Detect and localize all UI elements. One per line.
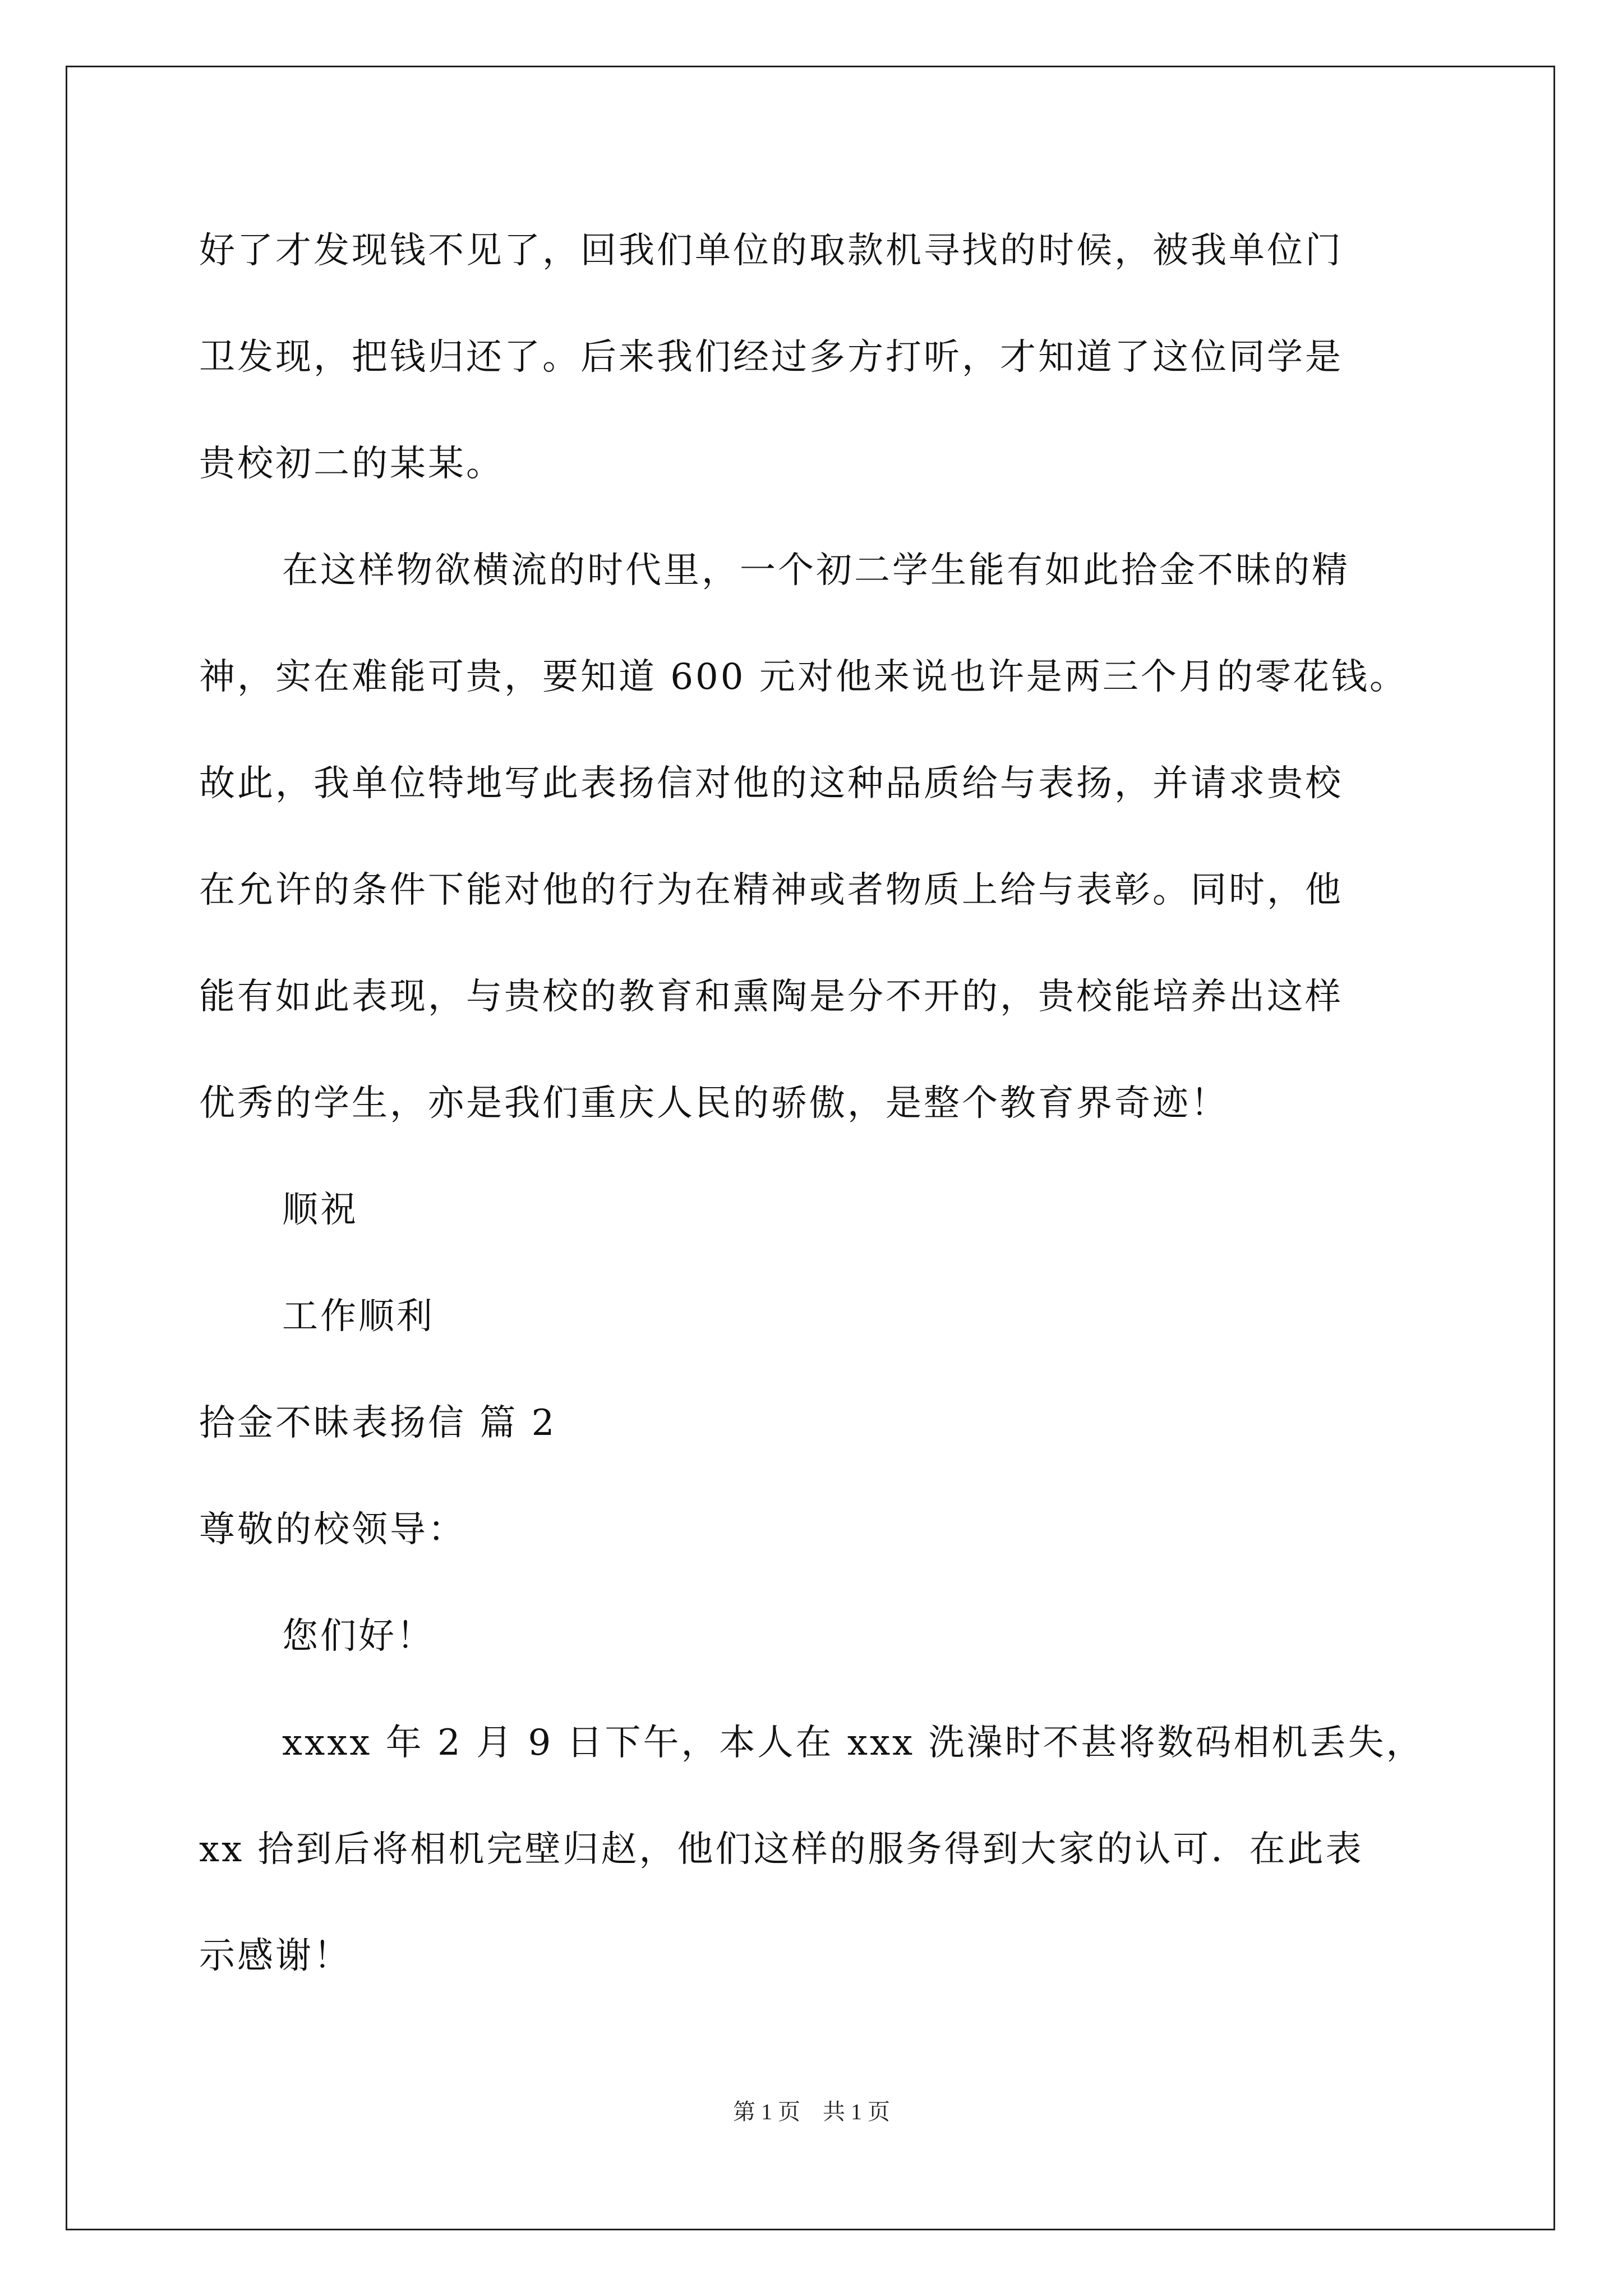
letter-greeting: 尊敬的校领导：	[199, 1509, 466, 1550]
paragraph-line: 贵校初二的某某。	[199, 443, 504, 485]
paragraph-line: 卫发现，把钱归还了。后来我们经过多方打听，才知道了这位同学是	[199, 337, 1343, 378]
paragraph-line: 能有如此表现，与贵校的教育和熏陶是分不开的，贵校能培养出这样	[199, 976, 1343, 1018]
closing-salutation: 顺祝	[282, 1189, 358, 1231]
closing-wish: 工作顺利	[282, 1296, 435, 1337]
paragraph-line: 好了才发现钱不见了，回我们单位的取款机寻找的时候，被我单位门	[199, 230, 1343, 272]
paragraph-line: 优秀的学生，亦是我们重庆人民的骄傲，是整个教育界奇迹！	[199, 1083, 1229, 1124]
paragraph-line: 故此，我单位特地写此表扬信对他的这种品质给与表扬，并请求贵校	[199, 763, 1343, 804]
paragraph-line: 神，实在难能可贵，要知道 600 元对他来说也许是两三个月的零花钱。	[199, 656, 1408, 698]
paragraph-line: 示感谢！	[199, 1935, 352, 1977]
page-border	[66, 66, 1555, 2230]
paragraph-line: 在这样物欲横流的时代里，一个初二学生能有如此拾金不昧的精	[282, 550, 1350, 591]
section-heading: 拾金不昧表扬信 篇 2	[199, 1402, 557, 1444]
paragraph-line: xxxx 年 2 月 9 日下午，本人在 xxx 洗澡时不甚将数码相机丢失，	[282, 1722, 1424, 1764]
paragraph-line: 在允许的条件下能对他的行为在精神或者物质上给与表彰。同时，他	[199, 869, 1343, 911]
page-number-footer: 第 1 页 共 1 页	[733, 2099, 890, 2124]
paragraph-line: xx 拾到后将相机完壁归赵，他们这样的服务得到大家的认可．在此表	[199, 1829, 1364, 1870]
letter-hello: 您们好！	[282, 1616, 435, 1657]
